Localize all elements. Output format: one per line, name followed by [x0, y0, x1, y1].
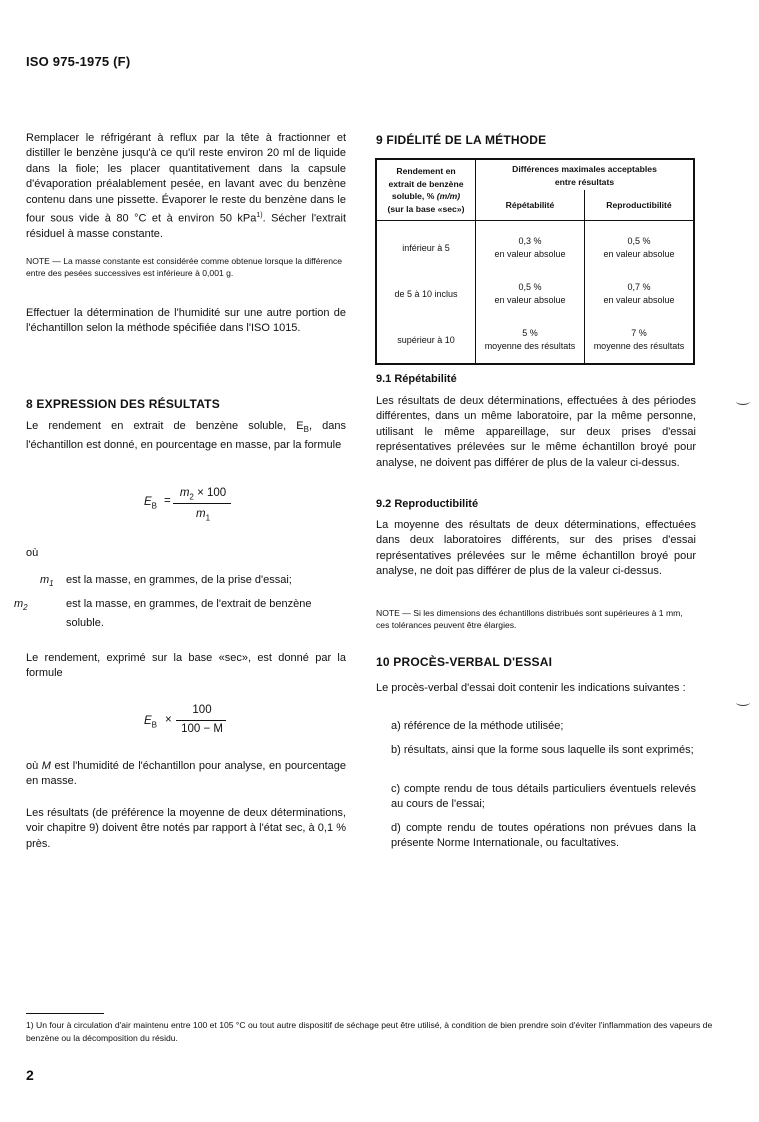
header-reproducibility: Reproductibilité	[584, 190, 694, 221]
constant-mass-note: NOTE — La masse constante est considérée comme obtenue lorsque la différence entre des pesées successives est inférieure à 0,001 g.	[26, 256, 343, 278]
range-cell: supérieur à 10	[376, 317, 476, 364]
document-header: ISO 975-1975 (F)	[26, 54, 131, 69]
section-8-paragraph: Le rendement en extrait de benzène soluble, $E_B$, dans l'échantillon est donné, en pourcentage en masse, par la formule	[26, 420, 346, 451]
range-cell: inférieur à 5	[376, 221, 476, 272]
margin-mark	[736, 398, 750, 405]
results-paragraph: Les résultats (de préférence la moyenne de deux déterminations, voir chapitre 9) doivent être notés par rapport à l'état sec, à 0,1 % près.	[26, 807, 346, 850]
section-10-title: 10 PROCÈS-VERBAL D'ESSAI	[376, 655, 553, 669]
section-9-1-text: Les résultats de deux déterminations, effectuées à des périodes différentes, dans un même laboratoire, par la même personne, utilisant le même appareillage, sur deux prises d'essai représentatives prélevées sur le même échantillon broyé pour analyse, ne doivent pas différer de plus de la valeur ci-dessus.	[376, 395, 696, 469]
table-row	[376, 271, 694, 317]
report-item: c) compte rendu de tous détails particuliers éventuels relevés au cours de l'essai;	[391, 783, 696, 811]
repeatability-cell: 5 % moyenne des résultats	[476, 317, 585, 364]
header-repeatability: Répétabilité	[476, 190, 585, 221]
repeatability-cell: 0,3 % en valeur absolue	[476, 221, 585, 272]
report-item: b) résultats, ainsi que la forme sous laquelle ils sont exprimés;	[391, 744, 694, 756]
tolerance-note: NOTE — Si les dimensions des échantillons distribués sont supérieures à 1 mm, ces tolérances peuvent être élargies.	[376, 608, 683, 630]
section-8-title: 8 EXPRESSION DES RÉSULTATS	[26, 397, 220, 411]
where-label: où	[26, 547, 39, 559]
section-9-title: 9 FIDÉLITÉ DE LA MÉTHODE	[376, 133, 547, 147]
section-9-1-title: 9.1 Répétabilité	[376, 373, 457, 385]
reproducibility-cell: 0,5 % en valeur absolue	[584, 221, 694, 272]
variable-m2: $m_2$ est la masse, en grammes, de l'extrait de benzène soluble.	[14, 598, 312, 629]
footnote-rule	[26, 1013, 104, 1014]
table-row	[376, 221, 694, 272]
table-row	[376, 317, 694, 364]
table-header-row	[376, 159, 694, 190]
report-item: d) compte rendu de toutes opérations non prévues dans la présente Norme Internationale, ou facultatives.	[391, 822, 696, 850]
precision-table	[375, 158, 695, 365]
section-9-2-title: 9.2 Reproductibilité	[376, 498, 479, 510]
repeatability-cell: 0,5 % en valeur absolue	[476, 271, 585, 317]
dry-basis-paragraph: Le rendement, exprimé sur la base «sec», est donné par la formule	[26, 652, 346, 680]
intro-paragraph: Remplacer le réfrigérant à reflux par la tête à fractionner et distiller le benzène jusqu'à ce qu'il reste environ 20 ml de liquide dans la fiole; les placer quantitativement dans la capsule d'évaporation préalablement pesée, en lavant avec du benzène contenu dans une pissette. Évaporer le reste du benzène dans le four sous vide à 80 °C et à environ 50 kPa$^{1)}$. Sécher l'extrait résiduel à masse constante.	[26, 132, 347, 241]
margin-mark	[736, 699, 750, 706]
humidity-definition: où M est l'humidité de l'échantillon pour analyse, en pourcentage en masse.	[26, 760, 346, 788]
page-number: 2	[26, 1067, 34, 1083]
humidity-paragraph: Effectuer la détermination de l'humidité sur une autre portion de l'échantillon selon la méthode spécifiée dans l'ISO 1015.	[26, 307, 346, 335]
section-9-2-text: La moyenne des résultats de deux déterminations, effectuées dans deux laboratoires différents, sur des prises d'essai représentatives prélevées sur le même échantillon broyé pour analyse, ne doit pas différer de plus de la valeur ci-dessus.	[376, 519, 696, 578]
reproducibility-cell: 7 % moyenne des résultats	[584, 317, 694, 364]
header-yield: Rendement en extrait de benzène soluble, % (m/m) (sur la base «sec»)	[376, 159, 476, 221]
formula-yield: $E_B$ = $m_2 \times 100$ $m_1$	[26, 480, 346, 530]
range-cell: de 5 à 10 inclus	[376, 271, 476, 317]
section-10-intro: Le procès-verbal d'essai doit contenir les indications suivantes :	[376, 682, 686, 694]
header-group: Différences maximales acceptables entre résultats	[476, 159, 695, 190]
footnote: 1) Un four à circulation d'air maintenu entre 100 et 105 °C ou tout autre dispositif de séchage peut être utilisé, à condition de bien prendre soin d'éviter l'inflammation des vapeurs de benzène ou la décomposition du résidu.	[26, 1020, 713, 1043]
reproducibility-cell: 0,7 % en valeur absolue	[584, 271, 694, 317]
variable-m1: $m_1$ est la masse, en grammes, de la prise d'essai;	[40, 574, 292, 589]
report-item: a) référence de la méthode utilisée;	[391, 720, 564, 732]
formula-dry-basis: $E_B$ × 100 100 − M	[26, 700, 346, 742]
